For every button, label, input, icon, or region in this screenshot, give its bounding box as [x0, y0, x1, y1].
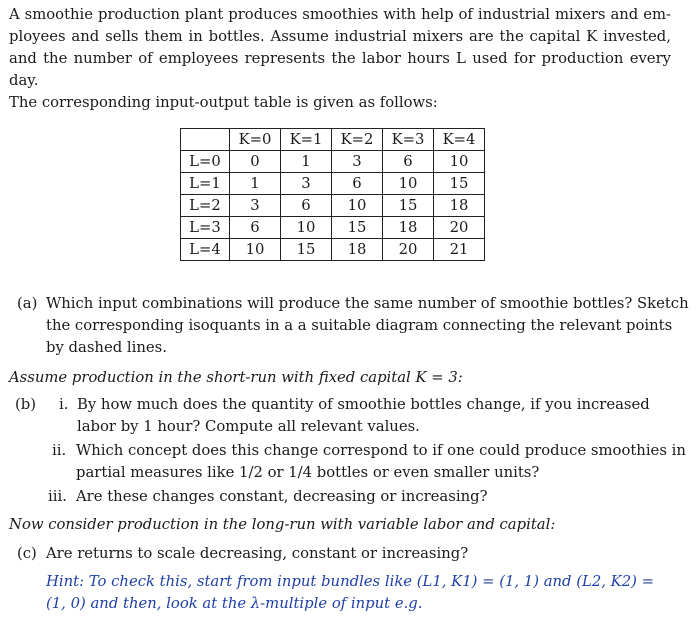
intro-paragraph	[9, 4, 671, 114]
long-run-note: Now consider production in the long-run with variable labor and capital:	[9, 516, 556, 533]
row-header: L=1	[181, 173, 230, 195]
table-header-row	[181, 129, 485, 151]
input-output-table	[180, 128, 485, 261]
row-header: L=2	[181, 195, 230, 217]
table-cell: 1	[230, 173, 281, 195]
question-a-line-3: by dashed lines.	[46, 339, 167, 356]
question-b-label: (b)	[15, 396, 37, 413]
table-corner-cell	[181, 129, 230, 151]
table-cell: 6	[230, 217, 281, 239]
table-cell: 1	[281, 151, 332, 173]
table-cell: 18	[383, 217, 434, 239]
table-cell: 6	[383, 151, 434, 173]
table-cell: 10	[434, 151, 485, 173]
table-cell: 10	[281, 217, 332, 239]
question-b-iii-text: Are these changes constant, decreasing or increasing?	[76, 488, 488, 505]
question-b-ii-line-2: partial measures like 1/2 or 1/4 bottles or even smaller units?	[76, 464, 540, 481]
intro-line-2: ployees and sells them in bottles. Assume industrial mixers are the capital K invested,	[9, 28, 671, 45]
table-cell: 15	[383, 195, 434, 217]
table-cell: 18	[434, 195, 485, 217]
table-cell: 15	[434, 173, 485, 195]
short-run-note: Assume production in the short-run with fixed capital K = 3:	[9, 369, 463, 386]
column-header: K=4	[434, 129, 485, 151]
question-a-label: (a)	[17, 295, 38, 312]
question-a-text	[46, 293, 689, 359]
question-b-i-line-2: labor by 1 hour? Compute all relevant values.	[77, 418, 420, 435]
table-cell: 0	[230, 151, 281, 173]
question-b-i-line-1: By how much does the quantity of smoothie bottles change, if you increased	[77, 396, 650, 413]
table-cell: 15	[332, 217, 383, 239]
question-a-line-2: the corresponding isoquants in a a suitable diagram connecting the relevant points	[46, 317, 673, 334]
table-cell: 21	[434, 239, 485, 261]
row-header: L=4	[181, 239, 230, 261]
question-b-i-text	[77, 394, 650, 438]
table-row	[181, 217, 485, 239]
column-header: K=2	[332, 129, 383, 151]
table-cell: 15	[281, 239, 332, 261]
question-b-ii-label: ii.	[52, 442, 67, 459]
row-header: L=0	[181, 151, 230, 173]
table-cell: 6	[332, 173, 383, 195]
column-header: K=1	[281, 129, 332, 151]
table-cell: 3	[332, 151, 383, 173]
table-row	[181, 151, 485, 173]
table-cell: 3	[281, 173, 332, 195]
question-b-ii-line-1: Which concept does this change correspond to if one could produce smoothies in	[76, 442, 686, 459]
intro-line-3: and the number of employees represents the labor hours L used for production every day.	[9, 50, 671, 89]
table-row	[181, 239, 485, 261]
hint-line-1: Hint: To check this, start from input bundles like (L1, K1) = (1, 1) and (L2, K2) =	[46, 573, 654, 590]
question-a-line-1: Which input combinations will produce the same number of smoothie bottles? Sketch	[46, 295, 689, 312]
table-cell: 10	[383, 173, 434, 195]
hint-line-2: (1, 0) and then, look at the λ-multiple of input e.g.	[46, 595, 423, 612]
question-b-iii-label: iii.	[48, 488, 67, 505]
table-cell: 20	[434, 217, 485, 239]
intro-line-4: The corresponding input-output table is given as follows:	[9, 94, 438, 111]
table-cell: 18	[332, 239, 383, 261]
table-row	[181, 173, 485, 195]
table-cell: 6	[281, 195, 332, 217]
table-cell: 3	[230, 195, 281, 217]
question-b-ii-text	[76, 440, 686, 484]
table-cell: 10	[230, 239, 281, 261]
column-header: K=3	[383, 129, 434, 151]
question-c-text: Are returns to scale decreasing, constant or increasing?	[46, 545, 469, 562]
table-cell: 10	[332, 195, 383, 217]
intro-line-1: A smoothie production plant produces smoothies with help of industrial mixers and em-	[9, 6, 671, 23]
question-b-i-label: i.	[59, 396, 69, 413]
question-c-label: (c)	[17, 545, 37, 562]
table-row	[181, 195, 485, 217]
table-cell: 20	[383, 239, 434, 261]
hint-text	[46, 571, 654, 615]
column-header: K=0	[230, 129, 281, 151]
row-header: L=3	[181, 217, 230, 239]
